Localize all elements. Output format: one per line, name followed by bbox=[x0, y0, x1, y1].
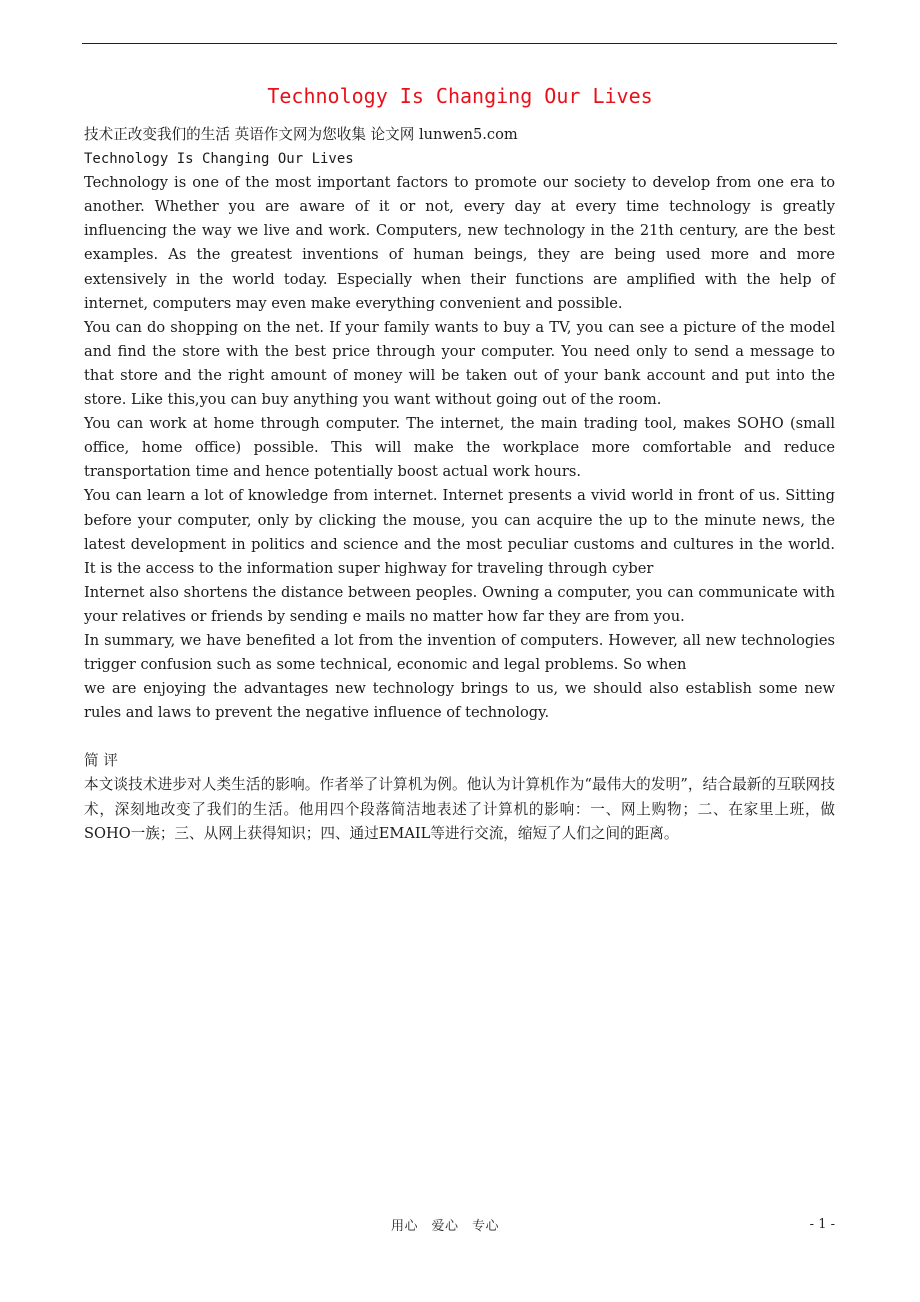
paragraph: Internet also shortens the distance between peoples. Owning a computer, you can communicate with your relatives or friends by sending e mails no matter how far they are from you. bbox=[84, 583, 835, 625]
paragraph: In summary, we have benefited a lot from the invention of computers. However, all new technologies trigger confusion such as some technical, economic and legal problems. So when bbox=[84, 631, 835, 674]
page-number: - 1 - bbox=[809, 1217, 835, 1232]
paragraph: we are enjoying the advantages new technology brings to us, we should also establish some new rules and laws to prevent the negative influence of technology. bbox=[84, 680, 835, 722]
document-body bbox=[84, 123, 835, 846]
paragraph: You can do shopping on the net. If your family wants to buy a TV, you can see a picture of the model and find the store with the best price through your computer. You need only to send a message to that store and the right amount of money will be taken out of your bank account and put into the store. Like this,you can buy anything you want without going out of the room. bbox=[84, 318, 835, 409]
paragraph: You can learn a lot of knowledge from internet. Internet presents a vivid world in front of us. Sitting before your computer, only by clicking the mouse, you can acquire the up to the minute news, the latest development in politics and science and the most peculiar customs and cultures in the world. It is the access to the information super highway for traveling through cyber bbox=[84, 487, 835, 577]
footer-motto: 用心 爱心 专心 bbox=[390, 1219, 499, 1234]
source-line: 技术正改变我们的生活 英语作文网为您收集 论文网 lunwen5.com bbox=[84, 126, 518, 143]
paragraph: You can work at home through computer. The internet, the main trading tool, makes SOHO (small office, home office) possible. This will make the workplace more comfortable and reduce transportation time and hence potentially boost actual work hours. bbox=[84, 415, 835, 481]
comment-text: 本文谈技术进步对人类生活的影响。作者举了计算机为例。他认为计算机作为“最伟大的发明”，结合最新的互联网技术，深刻地改变了我们的生活。他用四个段落简洁地表述了计算机的影响：一、网上购物；二、在家里上班，做SOHO一族；三、从网上获得知识；四、通过EMAIL等进行交流，缩短了人们之间的距离。 bbox=[84, 776, 835, 842]
comment-heading: 简 评 bbox=[84, 752, 118, 770]
header-rule bbox=[82, 43, 837, 44]
document-title: Technology Is Changing Our Lives bbox=[267, 84, 653, 108]
subtitle: Technology Is Changing Our Lives bbox=[84, 151, 354, 168]
paragraph: Technology is one of the most important factors to promote our society to develop from one era to another. Whether you are aware of it or not, every day at every time technology is greatly influencing the way we live and work. Computers, new technology in the 21th century, are the best examples. As the greatest inventions of human beings, they are being used more and more extensively in the world today. Especially when their functions are amplified with the help of internet, computers may even make everything convenient and possible. bbox=[84, 174, 835, 312]
spacer bbox=[84, 725, 835, 749]
